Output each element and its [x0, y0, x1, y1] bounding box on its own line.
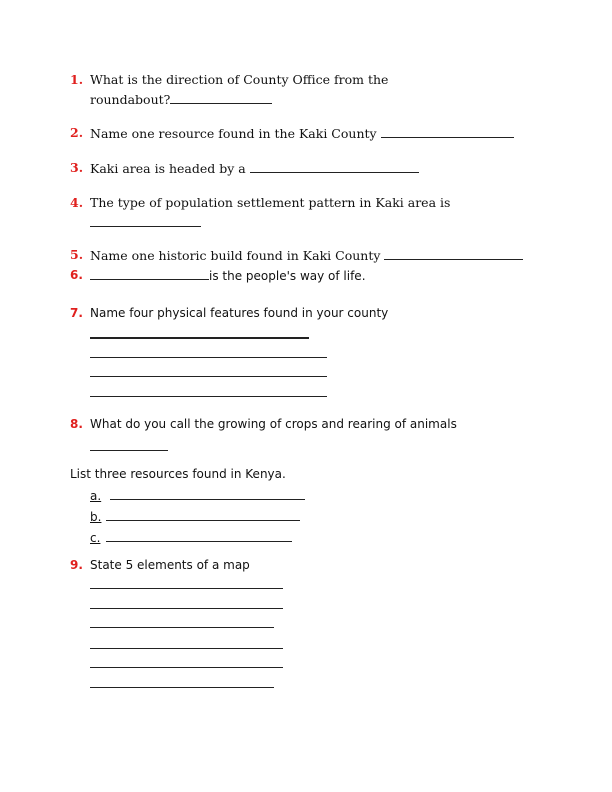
- question-label: Kaki area is headed by a: [90, 161, 246, 176]
- answer-line[interactable]: [90, 627, 274, 628]
- answer-line[interactable]: [90, 450, 168, 451]
- question-number: 2.: [70, 125, 84, 140]
- question-text: [90, 125, 514, 142]
- answer-line[interactable]: [110, 499, 305, 500]
- answer-blank[interactable]: [250, 160, 419, 173]
- answer-line[interactable]: [106, 520, 300, 521]
- answer-line[interactable]: [90, 396, 327, 397]
- question-text: State 5 elements of a map: [90, 558, 250, 572]
- list-label: a.: [90, 489, 102, 503]
- question-number: 7.: [70, 306, 83, 320]
- question-text: [90, 267, 366, 284]
- question-1-line2: [90, 91, 272, 108]
- question-label: Name one historic build found in Kaki County: [90, 248, 381, 263]
- question-text: The type of population settlement pattern in Kaki area is: [90, 195, 451, 210]
- answer-blank[interactable]: [381, 125, 514, 138]
- answer-blank[interactable]: [90, 267, 209, 280]
- answer-blank[interactable]: [170, 91, 272, 104]
- answer-line[interactable]: [90, 667, 283, 668]
- list-label: b.: [90, 510, 102, 524]
- answer-blank[interactable]: [90, 226, 201, 227]
- question-label: Name one resource found in the Kaki County: [90, 126, 377, 141]
- answer-line[interactable]: [90, 357, 327, 358]
- answer-line[interactable]: [90, 687, 274, 688]
- answer-blank[interactable]: [384, 247, 523, 260]
- answer-line[interactable]: [90, 337, 309, 339]
- list-heading: List three resources found in Kenya.: [70, 467, 286, 481]
- list-label: c.: [90, 531, 101, 545]
- question-number: 1.: [70, 72, 84, 87]
- question-text: What is the direction of County Office from the: [90, 72, 389, 87]
- answer-line[interactable]: [90, 648, 283, 649]
- question-number: 6.: [70, 268, 83, 282]
- question-number: 9.: [70, 558, 83, 572]
- question-text: roundabout?: [90, 92, 171, 107]
- question-number: 5.: [70, 247, 84, 262]
- question-number: 8.: [70, 417, 83, 431]
- question-text: [90, 160, 419, 177]
- answer-line[interactable]: [90, 608, 283, 609]
- question-number: 3.: [70, 160, 84, 175]
- answer-line[interactable]: [90, 376, 327, 377]
- question-text: What do you call the growing of crops and rearing of animals: [90, 417, 457, 431]
- question-number: 4.: [70, 195, 84, 210]
- answer-line[interactable]: [106, 541, 292, 542]
- question-label: is the people's way of life.: [209, 269, 366, 283]
- question-text: Name four physical features found in your county: [90, 306, 389, 320]
- question-text: [90, 247, 523, 264]
- answer-line[interactable]: [90, 588, 283, 589]
